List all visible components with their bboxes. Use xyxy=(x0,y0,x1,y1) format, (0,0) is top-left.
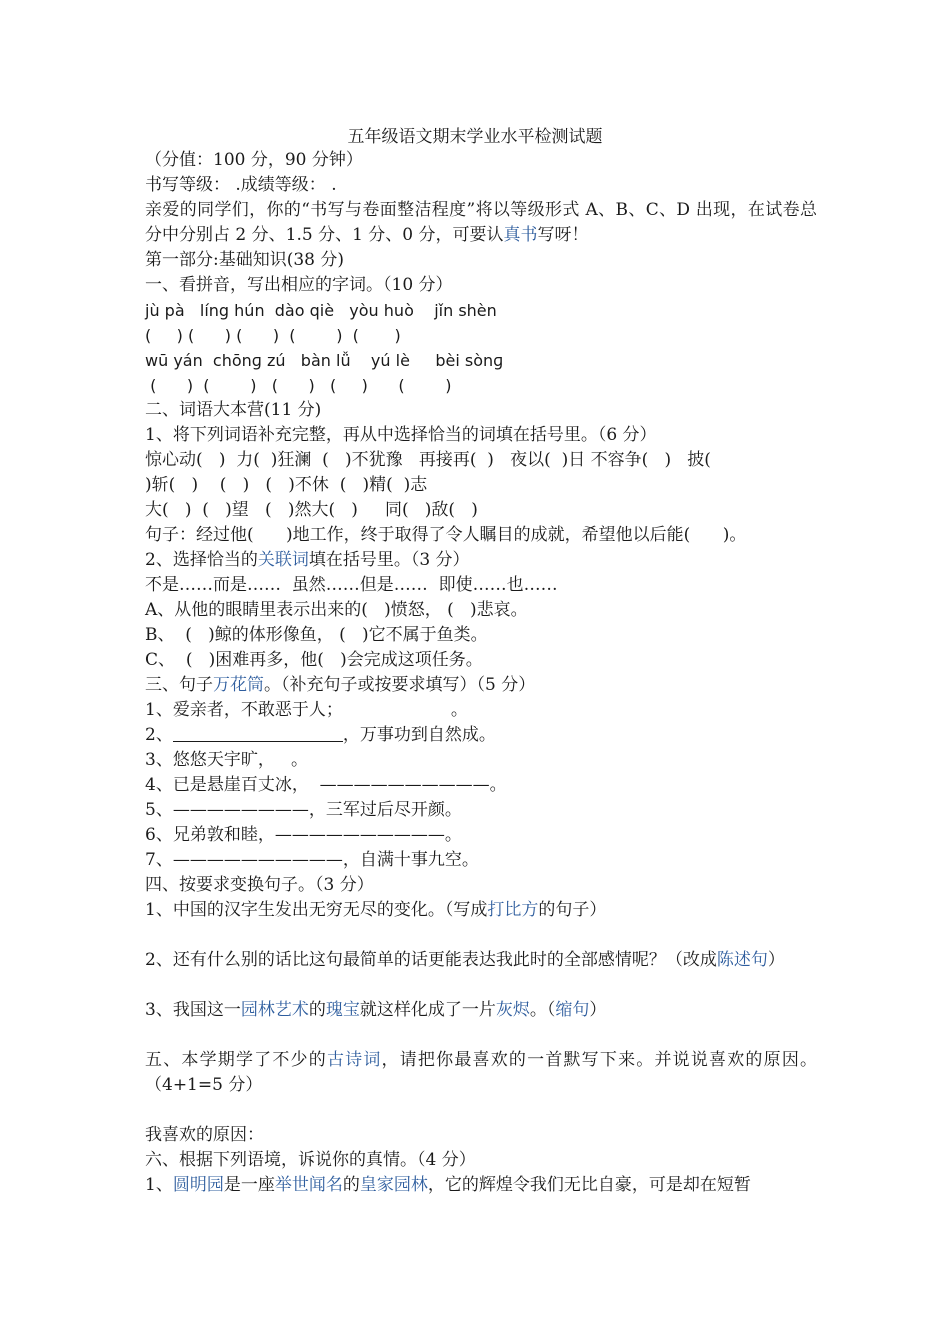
option-b: B、 ( )鲸的体形像鱼， ( )它不属于鱼类。 xyxy=(145,625,488,645)
words-line-1: 惊心动( ) 力( )狂澜 ( )不犹豫 再接再( ) 夜以( )日 不容争( ) 披( xyxy=(145,450,711,470)
u1-text-3: 的 xyxy=(342,1175,360,1195)
s2-prefix: 2、 xyxy=(145,725,173,745)
fill-sentence: 句子：经过他( )地工作，终于取得了令人瞩目的成就，希望他以后能( )。 xyxy=(145,525,747,545)
ashes-link[interactable]: 灰烬 xyxy=(495,1000,530,1020)
option-a: A、从他的眼睛里表示出来的( )愤怒， ( )悲哀。 xyxy=(145,600,528,620)
s2-suffix: ，万事功到自然成。 xyxy=(342,725,496,745)
sentence-2 xyxy=(145,723,817,748)
t1-text-end: 的句子） xyxy=(538,900,607,920)
reason-label: 我喜欢的原因： xyxy=(145,1125,264,1145)
t1-text: 1、中国的汉字生发出无穷无尽的变化。（写成 xyxy=(145,900,488,920)
t2-text-end: ） xyxy=(767,950,785,970)
metaphor-link[interactable]: 打比方 xyxy=(487,900,539,920)
royal-garden-link[interactable]: 皇家园林 xyxy=(359,1175,428,1195)
question-6: 六、根据下列语境，诉说你的真情。（4 分） xyxy=(145,1150,476,1170)
intro-paragraph xyxy=(145,198,817,248)
t2-text: 2、还有什么别的话比这句最简单的话更能表达我此时的全部感情呢？（改成 xyxy=(145,950,717,970)
garden-art-link[interactable]: 园林艺术 xyxy=(240,1000,309,1020)
paren-row-2: ( ) ( ) ( ) ( ) ( ) xyxy=(145,376,452,395)
score-info: （分值：100 分，90 分钟） xyxy=(145,150,363,170)
answer-space xyxy=(145,1023,817,1048)
yuanmingyuan-link[interactable]: 圆明园 xyxy=(172,1175,224,1195)
shorten-sentence-link[interactable]: 缩句 xyxy=(555,1000,590,1020)
blank-line[interactable] xyxy=(173,724,343,742)
intro-text-end: 写呀！ xyxy=(537,225,589,245)
paren-row-1: ( ) ( ) ( ) ( ) ( ) xyxy=(145,326,401,345)
q5-text: 五、本学期学了不少的 xyxy=(145,1050,327,1070)
question-1: 一、看拼音，写出相应的字词。（10 分） xyxy=(145,275,453,295)
answer-space xyxy=(145,923,817,948)
q2-2-text: 2、选择恰当的 xyxy=(145,550,258,570)
treasure-link[interactable]: 瑰宝 xyxy=(325,1000,360,1020)
question-2-2 xyxy=(145,548,817,573)
q3-text-end: 。（补充句子或按要求填写）（5 分） xyxy=(264,675,536,695)
t3-text-2: 的 xyxy=(308,1000,326,1020)
question-2-1: 1、将下列词语补充完整，再从中选择恰当的词填在括号里。（6 分） xyxy=(145,425,657,445)
t3-text-3: 就这样化成了一片 xyxy=(359,1000,496,1020)
connective-options: 不是……而是…… 虽然……但是…… 即使……也…… xyxy=(145,575,558,595)
t3-text-4: 。（ xyxy=(529,1000,556,1020)
q3-text: 三、句子 xyxy=(145,675,213,695)
transform-3 xyxy=(145,998,817,1023)
q2-2-text-end: 填在括号里。（3 分） xyxy=(308,550,470,570)
u1-text: 1、 xyxy=(145,1175,173,1195)
question-4: 四、按要求变换句子。（3 分） xyxy=(145,875,374,895)
question-5 xyxy=(145,1048,817,1098)
context-1 xyxy=(145,1173,817,1198)
part1-heading: 第一部分:基础知识(38 分) xyxy=(145,250,345,270)
words-line-2: )斩( ) ( ) ( )不休 ( )精( )志 xyxy=(145,475,428,495)
u1-text-2: 是一座 xyxy=(223,1175,275,1195)
connectives-link[interactable]: 关联词 xyxy=(257,550,309,570)
pinyin-row-1: jù pà líng hún dào qiè yòu huò jǐn shèn xyxy=(145,301,497,320)
sentence-3: 3、悠悠天宇旷， 。 xyxy=(145,750,309,770)
sentence-5: 5、————————，三军过后尽开颜。 xyxy=(145,800,462,820)
answer-space xyxy=(145,973,817,998)
words-line-3: 大( ) ( )望 ( )然大( ) 同( )敌( ) xyxy=(145,500,478,520)
sentence-1: 1、爱亲者，不敢恶于人； 。 xyxy=(145,700,468,720)
exam-title: 五年级语文期末学业水平检测试题 xyxy=(347,127,603,147)
ancient-poetry-link[interactable]: 古诗词 xyxy=(326,1050,382,1070)
exam-body xyxy=(145,148,817,1198)
declarative-link[interactable]: 陈述句 xyxy=(716,950,768,970)
question-3 xyxy=(145,673,817,698)
intro-link[interactable]: 真书 xyxy=(503,225,538,245)
pinyin-row-2: wū yán chōnɡ zú bàn lǚ yú lè bèi sònɡ xyxy=(145,351,504,370)
world-famous-link[interactable]: 举世闻名 xyxy=(274,1175,343,1195)
u1-text-4: ，它的辉煌令我们无比自豪，可是却在短暂 xyxy=(427,1175,751,1195)
transform-2 xyxy=(145,948,817,973)
sentence-4: 4、已是悬崖百丈冰， ——————————。 xyxy=(145,775,507,795)
writing-grade: 书写等级： .成绩等级： . xyxy=(145,175,337,195)
option-c: C、 ( )困难再多，他( )会完成这项任务。 xyxy=(145,650,483,670)
intro-text: 亲爱的同学们，你的“书写与卷面整洁程度”将以等级形式 A、B、C、D 出现，在试卷总分中分别占 2 分、1.5 分、1 分、0 分，可要认 xyxy=(145,200,817,245)
kaleidoscope-link[interactable]: 万花筒 xyxy=(213,675,264,695)
question-2: 二、词语大本营(11 分) xyxy=(145,400,322,420)
transform-1 xyxy=(145,898,817,923)
t3-text-5: ） xyxy=(589,1000,607,1020)
sentence-7: 7、——————————，自满十事九空。 xyxy=(145,850,479,870)
t3-text: 3、我国这一 xyxy=(145,1000,241,1020)
q5-text-end: ，请把你最喜欢的一首默写下来。并说说喜欢的原因。（4+1=5 分） xyxy=(145,1050,818,1095)
answer-space xyxy=(145,1098,817,1123)
sentence-6: 6、兄弟敦和睦，——————————。 xyxy=(145,825,462,845)
